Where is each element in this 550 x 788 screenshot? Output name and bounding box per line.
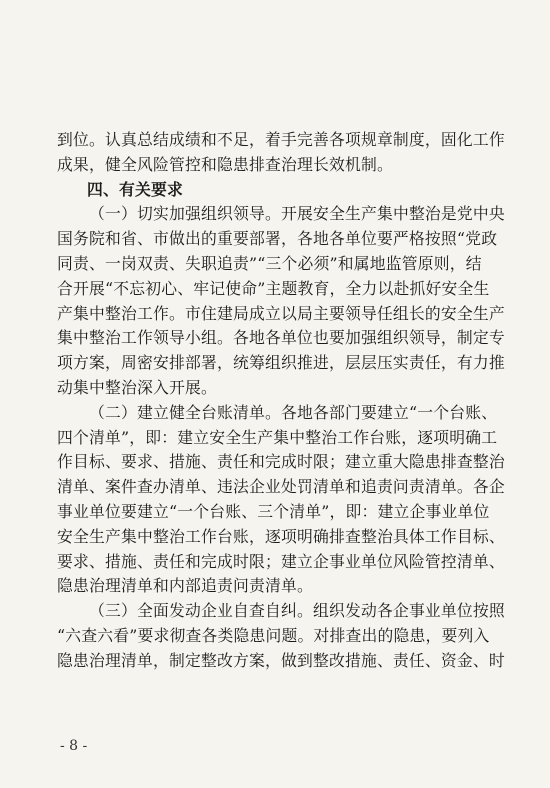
paragraph-3-line-2: “六查六看”要求彻查各类隐患问题。对排查出的隐患，要列入 — [57, 625, 490, 645]
paragraph-1-line-6: 集中整治工作领导小组。各地各单位也要加强组织领导，制定专 — [57, 328, 505, 348]
document-body — [57, 128, 505, 674]
paragraph-1-line-1: （一）切实加强组织领导。开展安全生产集中整治是党中央 — [89, 204, 505, 224]
paragraph-3-line-1: （三）全面发动企业自查自纠。组织发动各企事业单位按照 — [89, 601, 505, 621]
paragraph-2-line-3: 作目标、要求、措施、责任和完成时限；建立重大隐患排查整治 — [57, 452, 505, 472]
paragraph-2-line-6: 安全生产集中整治工作台账，逐项明确排查整治具体工作目标、 — [57, 526, 505, 546]
paragraph-1-line-2: 国务院和省、市做出的重要部署，各地各单位要严格按照“党政 — [57, 229, 498, 249]
paragraph-2-line-1: （二）建立健全台账清单。各地各部门要建立“一个台账、 — [89, 402, 498, 422]
paragraph-1-line-3: 同责、一岗双责、失职追责”“三个必须”和属地监管原则，结 — [57, 253, 482, 273]
page-number: - 8 - — [60, 738, 88, 754]
paragraph-1-line-4: 合开展“不忘初心、牢记使命”主题教育，全力以赴抓好安全生 — [57, 278, 490, 298]
paragraph-2-line-7: 要求、措施、责任和完成时限；建立企事业单位风险管控清单、 — [57, 551, 505, 571]
body-line-1: 到位。认真总结成绩和不足，着手完善各项规章制度，固化工作 — [57, 130, 505, 149]
paragraph-1-line-7: 项方案，周密安排部署，统筹组织推进，层层压实责任，有力推 — [57, 353, 505, 373]
paragraph-1-line-5: 产集中整治工作。市住建局成立以局主要领导任组长的安全生产 — [57, 303, 505, 323]
paragraph-2-line-2: 四个清单”，即：建立安全生产集中整治工作台账，逐项明确工 — [57, 427, 498, 447]
paragraph-3-line-3: 隐患治理清单，制定整改方案，做到整改措施、责任、资金、时 — [57, 650, 505, 670]
paragraph-2-line-8: 隐患治理清单和内部追责问责清单。 — [57, 576, 313, 596]
body-line-2: 成果，健全风险管控和隐患排查治理长效机制。 — [57, 154, 393, 174]
paragraph-1-line-8: 动集中整治深入开展。 — [57, 377, 217, 397]
paragraph-2-line-5: 事业单位要建立“一个台账、三个清单”，即：建立企事业单位 — [57, 501, 490, 521]
section-heading: 四、有关要求 — [87, 179, 183, 199]
paragraph-2-line-4: 清单、案件查办清单、违法企业处罚清单和追责问责清单。各企 — [57, 477, 505, 497]
